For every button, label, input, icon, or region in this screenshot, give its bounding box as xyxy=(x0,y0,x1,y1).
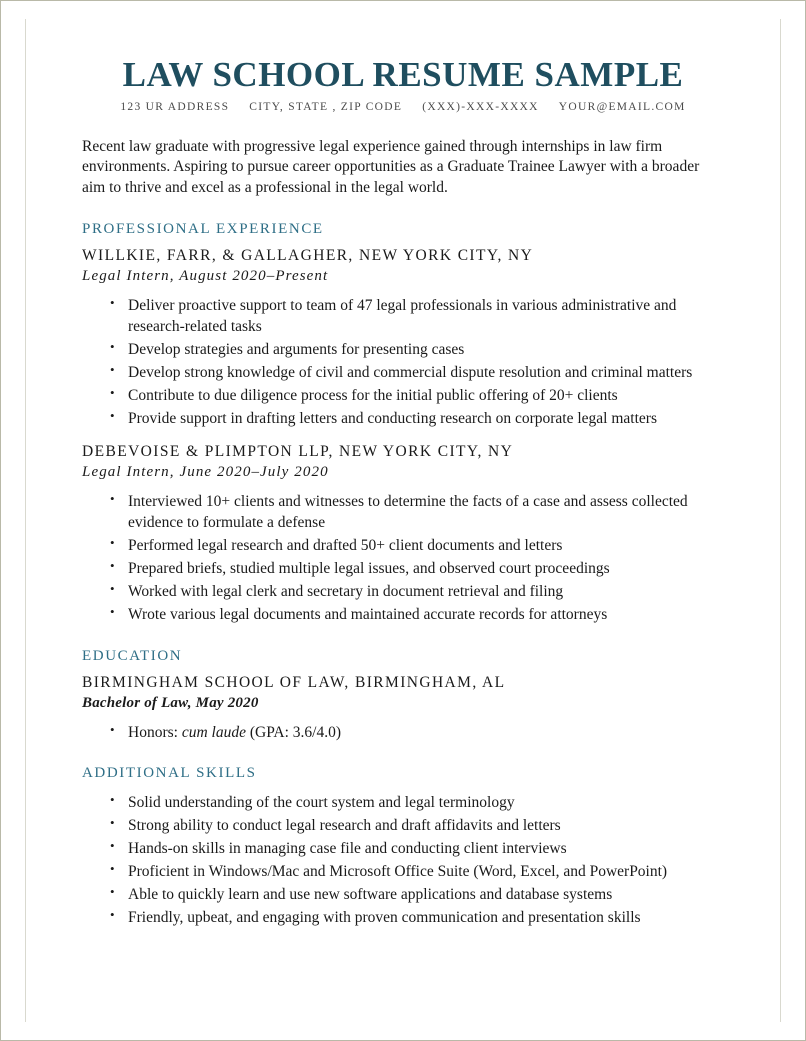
list-item: • Worked with legal clerk and secretary in document retrieval and filing xyxy=(128,581,724,602)
job-entry xyxy=(82,247,724,429)
job-role: Legal Intern, June 2020–July 2020 xyxy=(82,464,329,481)
list-item: • Contribute to due diligence process for the initial public offering of 20+ clients xyxy=(128,385,724,406)
list-item xyxy=(128,722,724,743)
summary-paragraph: Recent law graduate with progressive legal experience gained through internships in law firm environments. Aspiring to pursue career opportunities as a Graduate Trainee Lawyer with a broader aim to thrive and excel as a professional in the legal world. xyxy=(82,137,700,196)
resume-content xyxy=(25,19,781,1022)
section-heading-experience: PROFESSIONAL EXPERIENCE xyxy=(82,220,324,237)
list-item: • Friendly, upbeat, and engaging with proven communication and presentation skills xyxy=(128,907,724,928)
honors-suffix: (GPA: 3.6/4.0) xyxy=(245,723,341,741)
honors-latin: cum laude xyxy=(181,723,246,741)
education-school: BIRMINGHAM SCHOOL OF LAW, BIRMINGHAM, AL xyxy=(82,673,506,691)
contact-address: 123 UR ADDRESS xyxy=(120,100,230,113)
list-item: • Provide support in drafting letters and conducting research on corporate legal matters xyxy=(128,408,724,429)
list-item: • Deliver proactive support to team of 47 legal professionals in various administrative and research-related tasks xyxy=(128,295,724,337)
contact-phone: (XXX)-XXX-XXXX xyxy=(422,100,539,113)
contact-line xyxy=(82,101,724,113)
section-heading-education: EDUCATION xyxy=(82,647,183,664)
section-education xyxy=(82,648,724,743)
section-professional-experience xyxy=(82,221,724,626)
list-item: • Wrote various legal documents and maintained accurate records for attorneys xyxy=(128,604,724,625)
contact-city-state-zip: CITY, STATE , ZIP CODE xyxy=(249,100,403,113)
list-item: • Interviewed 10+ clients and witnesses to determine the facts of a case and assess collected evidence to formulate a defense xyxy=(128,491,724,533)
honors-prefix: Honors: xyxy=(128,723,182,741)
job-organization: DEBEVOISE & PLIMPTON LLP, NEW YORK CITY, NY xyxy=(82,443,514,461)
job-bullets xyxy=(82,295,724,429)
job-entry xyxy=(82,443,724,625)
skills-bullets xyxy=(82,792,724,928)
section-heading-skills: ADDITIONAL SKILLS xyxy=(82,764,257,781)
job-bullets xyxy=(82,491,724,625)
list-item: • Hands-on skills in managing case file and conducting client interviews xyxy=(128,838,724,859)
list-item: • Performed legal research and drafted 50+ client documents and letters xyxy=(128,535,724,556)
list-item: • Prepared briefs, studied multiple legal issues, and observed court proceedings xyxy=(128,558,724,579)
contact-email: YOUR@EMAIL.COM xyxy=(558,100,686,113)
list-item: • Strong ability to conduct legal research and draft affidavits and letters xyxy=(128,815,724,836)
section-additional-skills xyxy=(82,765,724,928)
job-organization: WILLKIE, FARR, & GALLAGHER, NEW YORK CITY, NY xyxy=(82,246,534,264)
list-item: • Develop strategies and arguments for presenting cases xyxy=(128,339,724,360)
list-item: • Solid understanding of the court system and legal terminology xyxy=(128,792,724,813)
list-item: • Develop strong knowledge of civil and commercial dispute resolution and criminal matters xyxy=(128,362,724,383)
page-title: LAW SCHOOL RESUME SAMPLE xyxy=(122,55,684,94)
list-item: • Able to quickly learn and use new software applications and database systems xyxy=(128,884,724,905)
education-bullets xyxy=(82,722,724,743)
job-role: Legal Intern, August 2020–Present xyxy=(82,267,329,284)
list-item: • Proficient in Windows/Mac and Microsoft Office Suite (Word, Excel, and PowerPoint) xyxy=(128,861,724,882)
education-degree: Bachelor of Law, May 2020 xyxy=(82,694,259,711)
